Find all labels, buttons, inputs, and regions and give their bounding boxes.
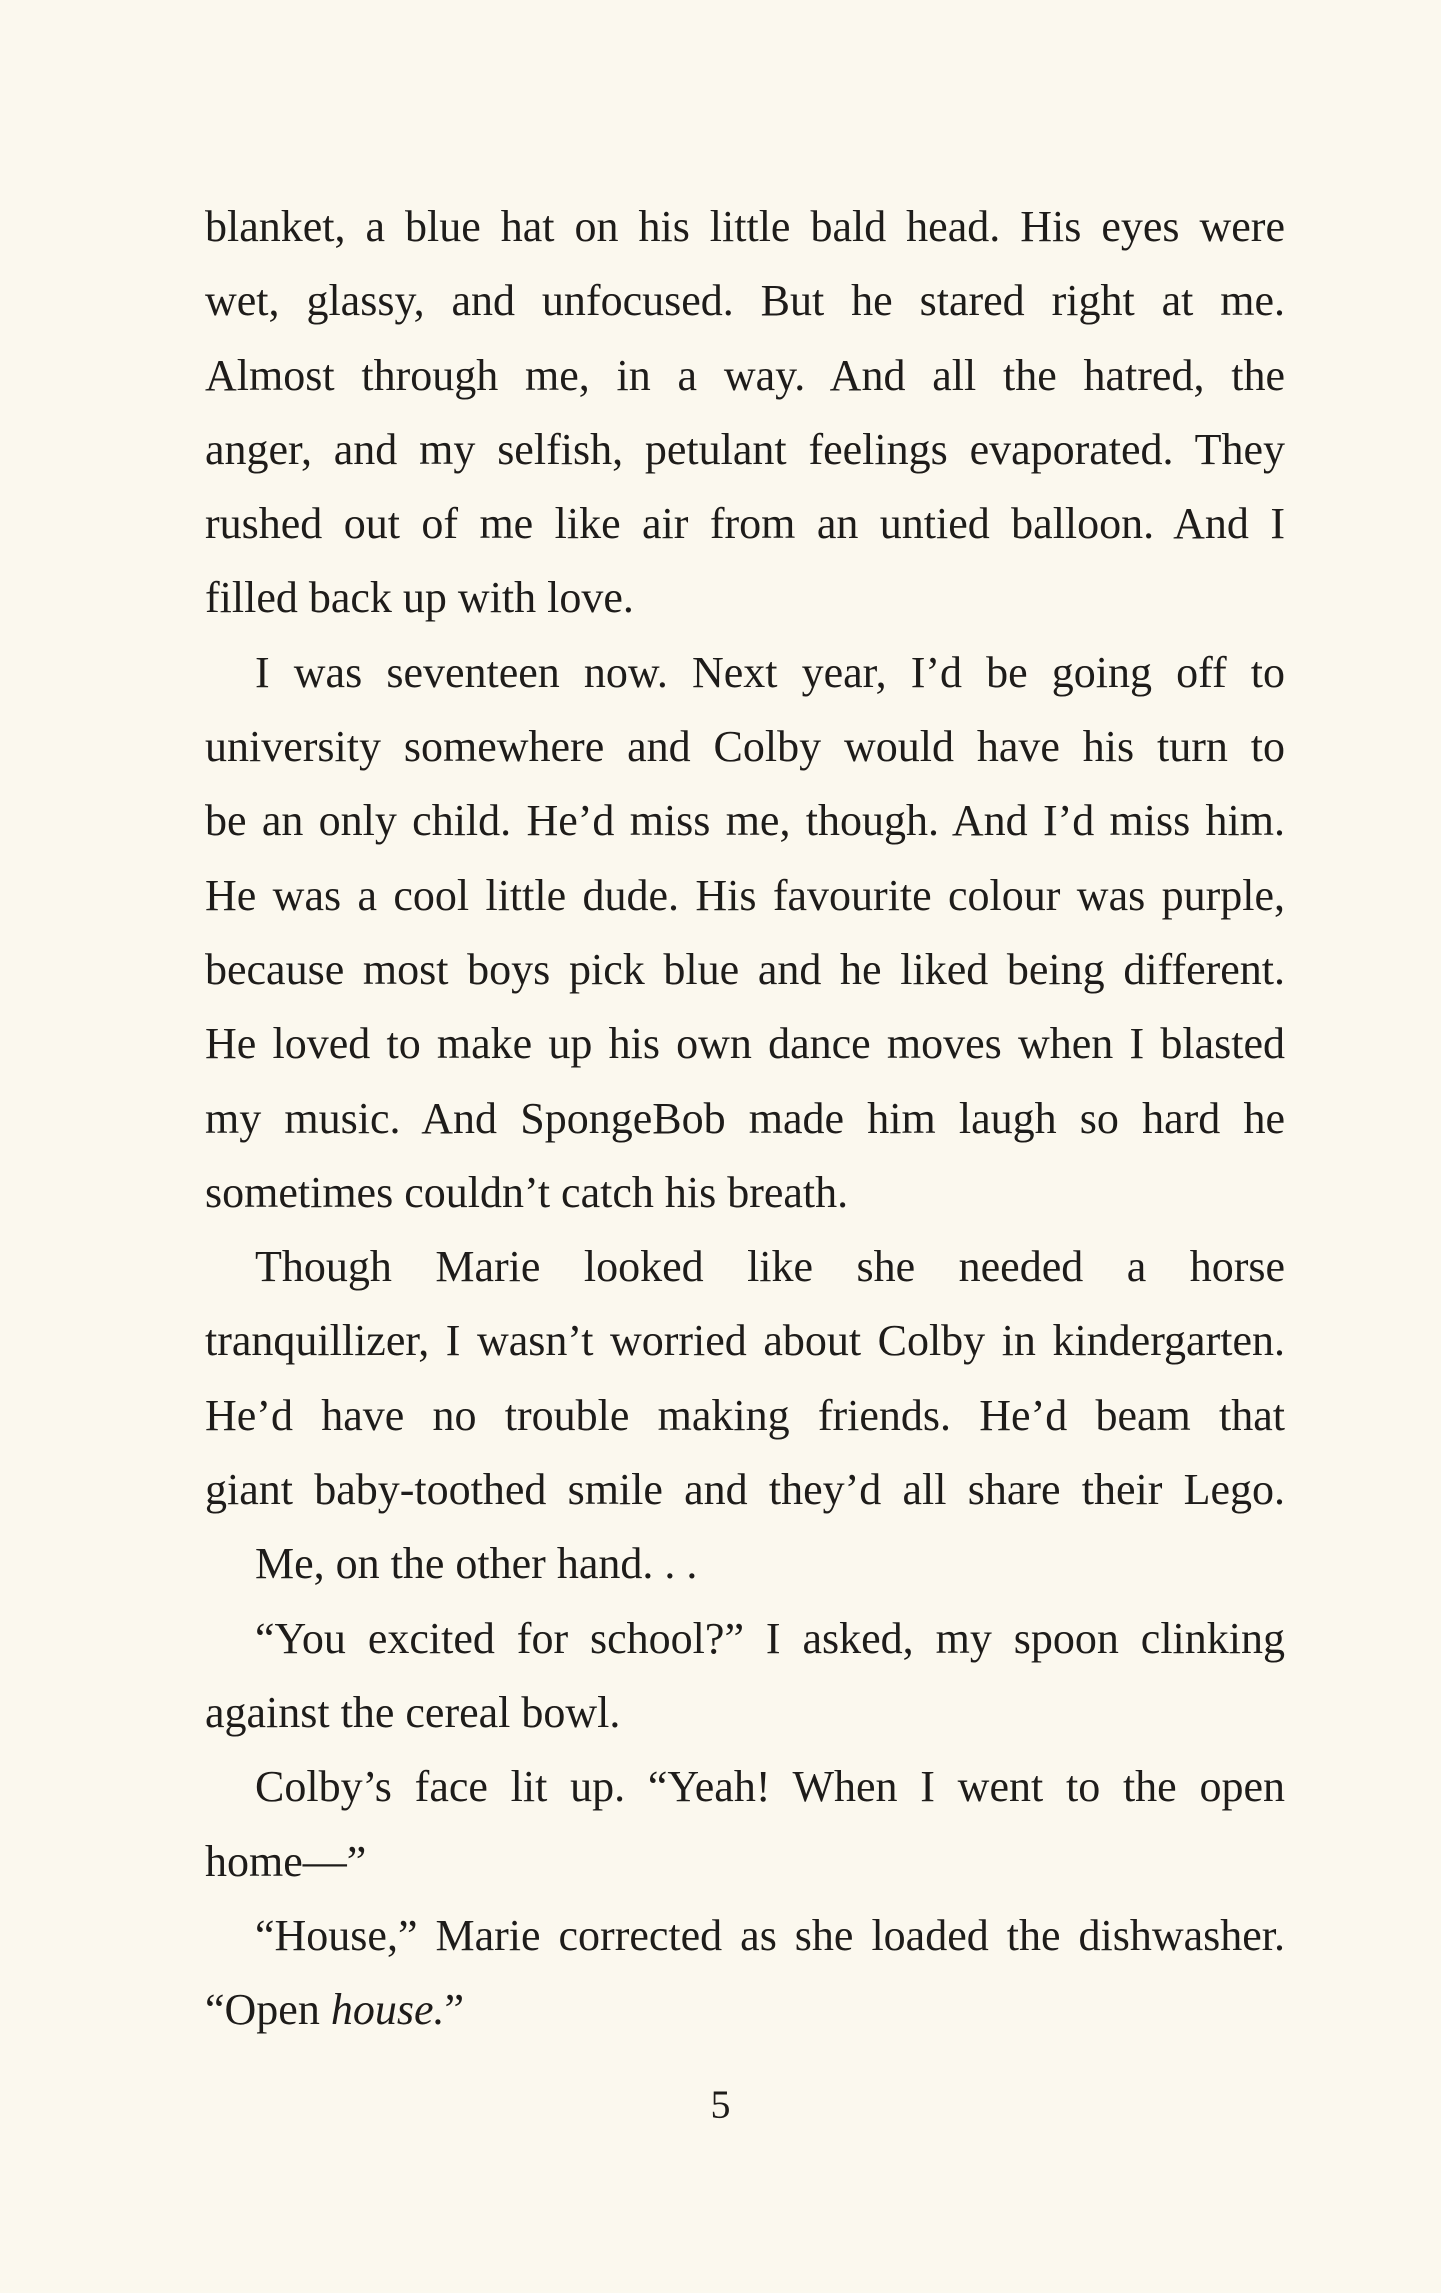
- text-line: I was seventeen now. Next year, I’d be going off to: [255, 647, 1285, 697]
- text-line: filled back up with love.: [205, 573, 634, 623]
- text-line-last: [205, 1973, 1285, 2047]
- text-line: anger, and my selfish, petulant feelings evaporated. They: [205, 424, 1285, 474]
- text-line: “You excited for school?” I asked, my spoon clinking: [255, 1613, 1285, 1663]
- text-line: giant baby-toothed smile and they’d all share their Lego.: [205, 1465, 1285, 1515]
- text-line: tranquillizer, I wasn’t worried about Colby in kindergarten.: [205, 1316, 1285, 1366]
- text-line: university somewhere and Colby would have his turn to: [205, 722, 1285, 772]
- last-line-italic: house.: [330, 1985, 445, 2035]
- text-line: wet, glassy, and unfocused. But he stared right at me.: [205, 276, 1285, 326]
- text-line: Almost through me, in a way. And all the hatred, the: [205, 350, 1285, 400]
- text-line: home—”: [205, 1836, 367, 1886]
- text-line: Colby’s face lit up. “Yeah! When I went to the open: [255, 1762, 1285, 1812]
- text-line: blanket, a blue hat on his little bald head. His eyes were: [205, 202, 1285, 251]
- text-line: Me, on the other hand. . .: [255, 1539, 698, 1589]
- text-line: sometimes couldn’t catch his breath.: [205, 1167, 849, 1217]
- text-line: Though Marie looked like she needed a horse: [255, 1242, 1285, 1292]
- last-line-after: ”: [444, 1985, 465, 2035]
- text-line: He was a cool little dude. His favourite colour was purple,: [205, 870, 1285, 920]
- text-line: against the cereal bowl.: [205, 1687, 621, 1737]
- text-line: He’d have no trouble making friends. He’d beam that: [205, 1390, 1285, 1440]
- text-line: because most boys pick blue and he liked being different.: [205, 944, 1285, 994]
- body-text: [205, 190, 1285, 2047]
- text-line: my music. And SpongeBob made him laugh so hard he: [205, 1093, 1285, 1143]
- last-line-before: “Open: [205, 1985, 331, 2035]
- text-line: rushed out of me like air from an untied balloon. And I: [205, 499, 1285, 549]
- page-number: 5: [710, 2082, 731, 2127]
- text-line: “House,” Marie corrected as she loaded the dishwasher.: [255, 1910, 1285, 1960]
- text-line: be an only child. He’d miss me, though. And I’d miss him.: [205, 796, 1285, 846]
- text-line: He loved to make up his own dance moves when I blasted: [205, 1019, 1285, 1069]
